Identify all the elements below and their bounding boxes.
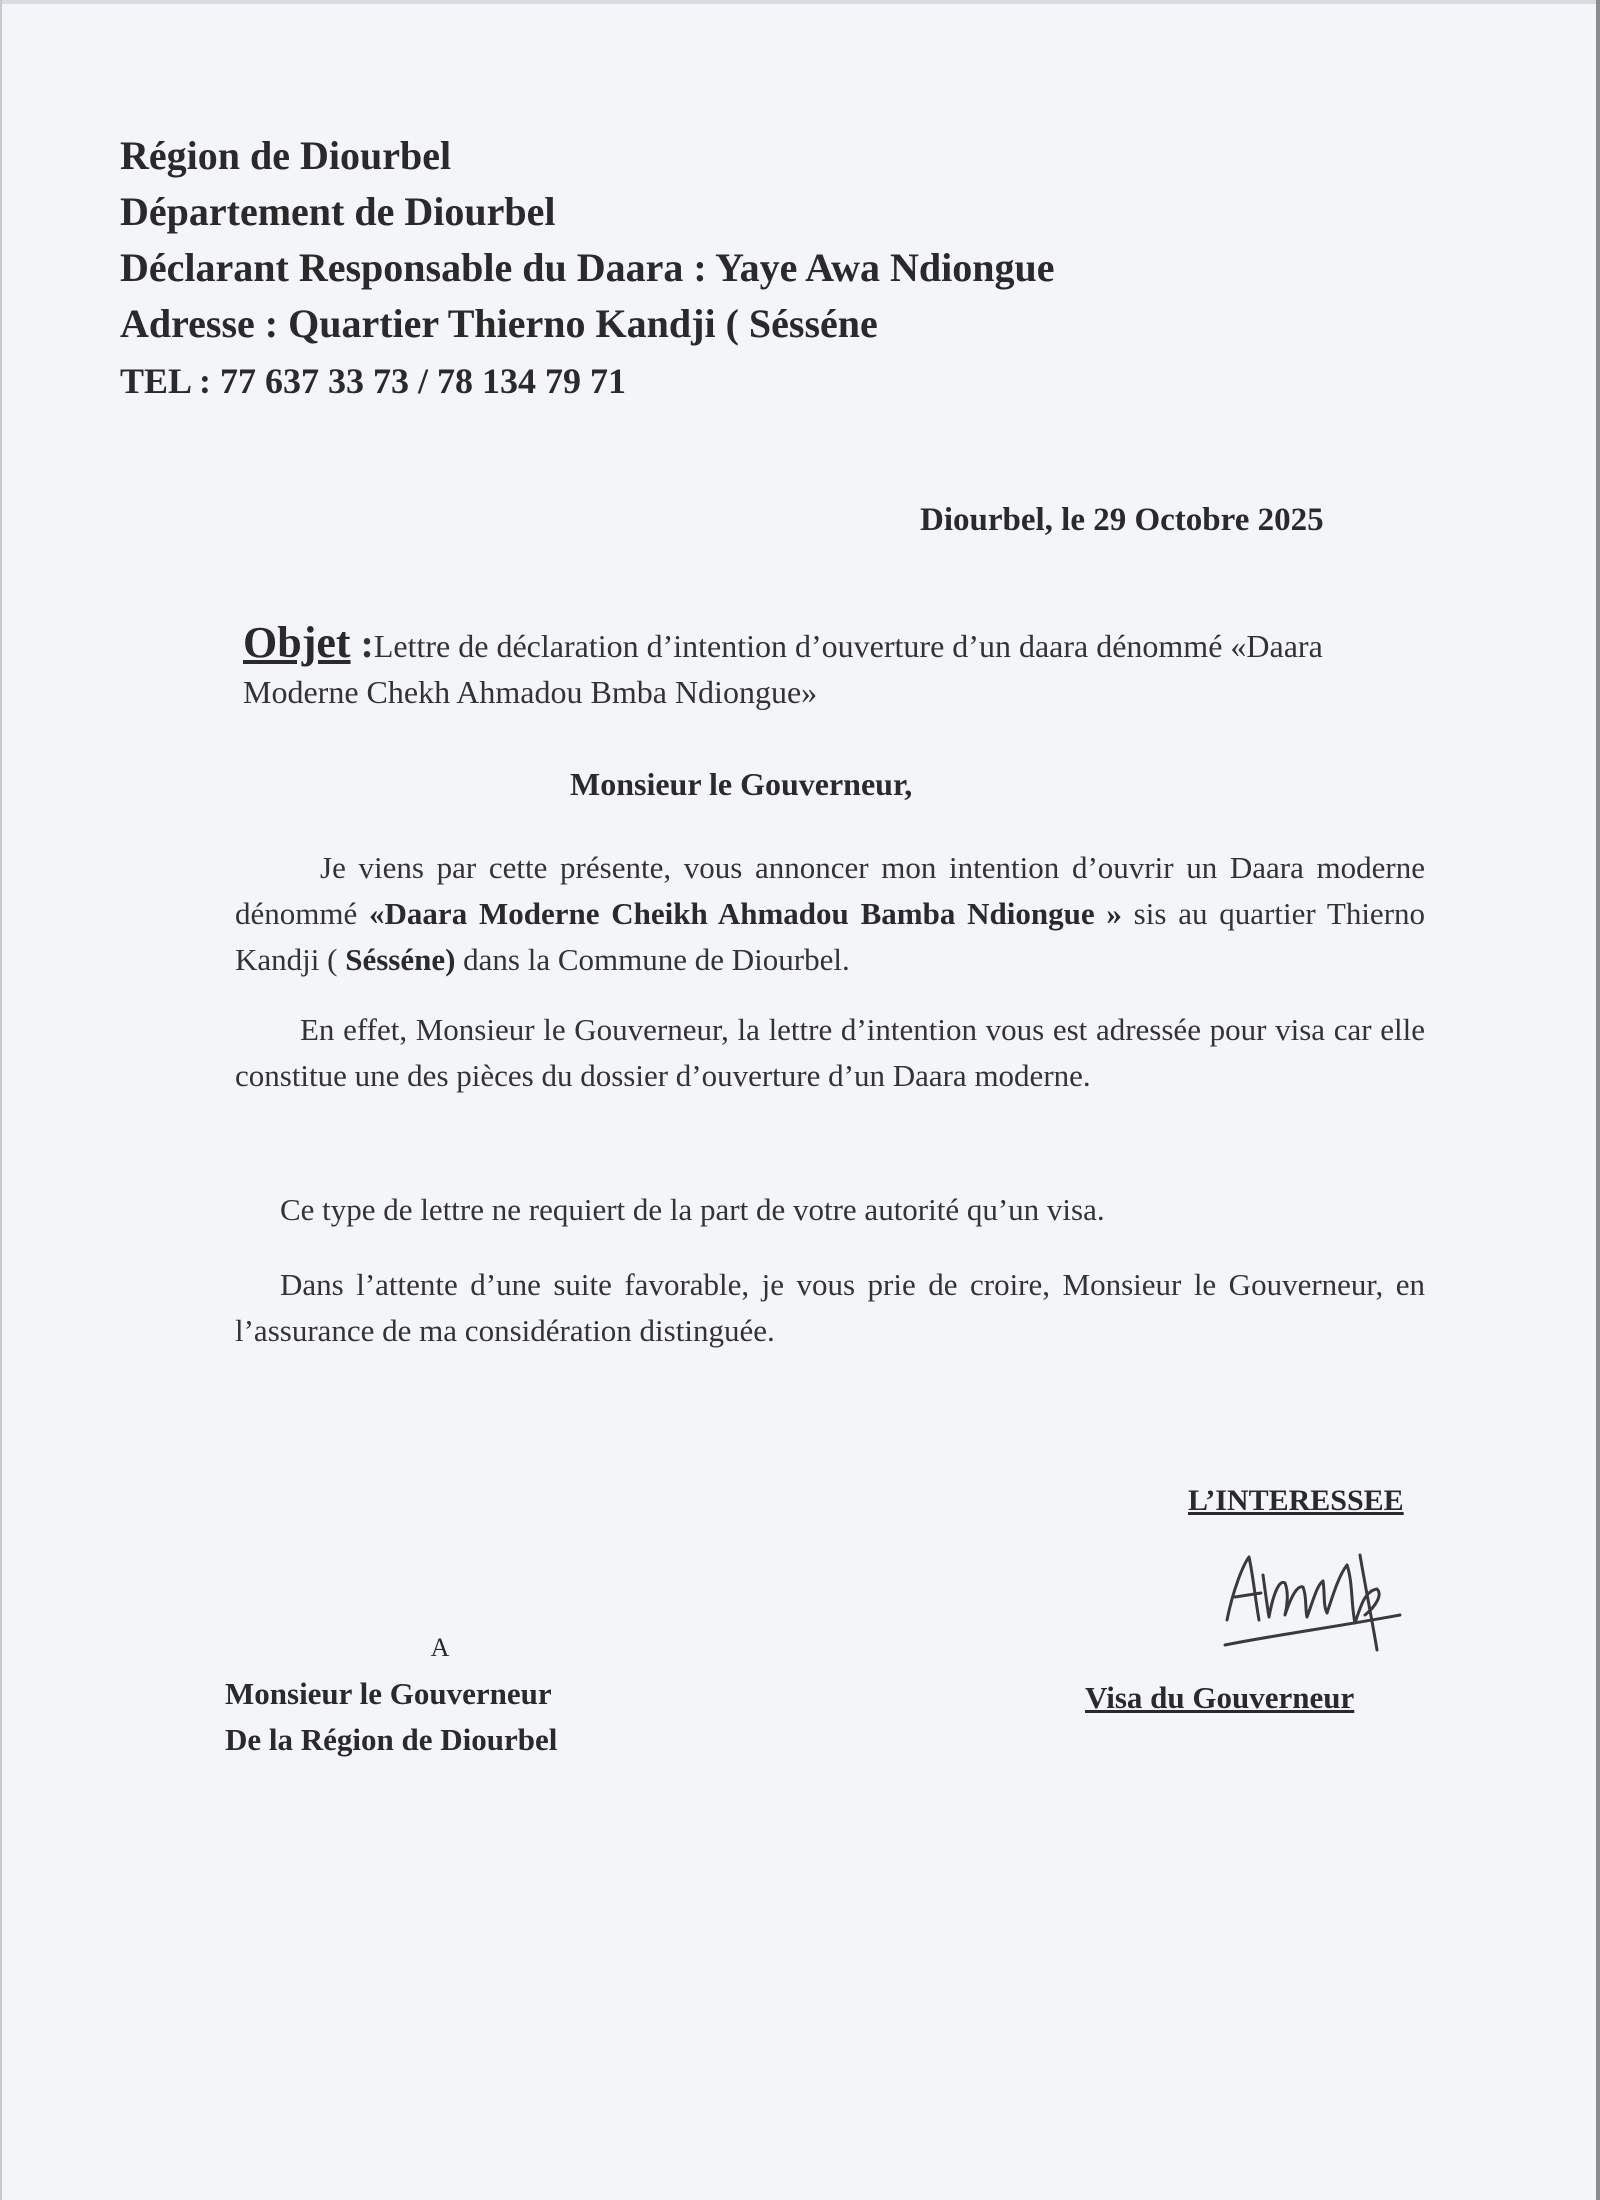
p1-daara-name: «Daara Moderne Cheikh Ahmadou Bamba Ndiongue » [369, 896, 1122, 931]
letter-date: Diourbel, le 29 Octobre 2025 [920, 502, 1324, 538]
subject-text: Lettre de déclaration d’intention d’ouverture d’un daara dénommé «Daara Moderne Chekh Ahmadou Bmba Ndiongue» [243, 628, 1323, 710]
signatory-title: L’INTERESSEE [1188, 1484, 1404, 1517]
subject-colon: : [350, 621, 374, 666]
body-paragraph-3: Ce type de lettre ne requiert de la part de votre autorité qu’un visa. [280, 1192, 1105, 1227]
addressee-line-1: Monsieur le Gouverneur [225, 1676, 552, 1711]
letter-subject [243, 620, 1383, 715]
p1-location: sis au quartier Thierno Kandji ( [235, 896, 1426, 977]
header-adresse: Adresse : Quartier Thierno Kandji ( Sésséne [120, 301, 878, 346]
p1-quarter: Sésséne) [345, 942, 456, 977]
subject-label: Objet [243, 618, 351, 667]
body-paragraph-4: Dans l’attente d’une suite favorable, je vous prie de croire, Monsieur le Gouverneur, en l’assurance de ma considération distinguée. [235, 1267, 1425, 1348]
addressee-block [225, 1625, 557, 1763]
visa-label: Visa du Gouverneur [1085, 1680, 1355, 1715]
handwritten-signature [1215, 1535, 1415, 1655]
header-region: Région de Diourbel [120, 133, 452, 178]
scan-edge-right [1596, 0, 1600, 2200]
header-tel: TEL : 77 637 33 73 / 78 134 79 71 [120, 361, 627, 401]
body-paragraph-2: En effet, Monsieur le Gouverneur, la lettre d’intention vous est adressée pour visa car elle constitue une des pièces du dossier d’ouverture d’un Daara moderne. [235, 1012, 1425, 1093]
header-declarant: Déclarant Responsable du Daara : Yaye Awa Ndiongue [120, 245, 1055, 290]
body-paragraph-1 [235, 845, 1425, 983]
header-departement: Département de Diourbel [120, 189, 556, 234]
p1-intro: Je viens par cette présente, vous annoncer mon intention d’ouvrir un Daara moderne dénommé [235, 850, 1425, 931]
addressee-a: A [430, 1633, 450, 1662]
letter-header [120, 128, 1054, 410]
p1-commune: dans la Commune de Diourbel. [455, 942, 850, 977]
addressee-line-2: De la Région de Diourbel [225, 1722, 558, 1757]
scan-edge-left [0, 0, 2, 2200]
scan-edge-top [0, 0, 1600, 4]
salutation: Monsieur le Gouverneur, [570, 766, 913, 802]
